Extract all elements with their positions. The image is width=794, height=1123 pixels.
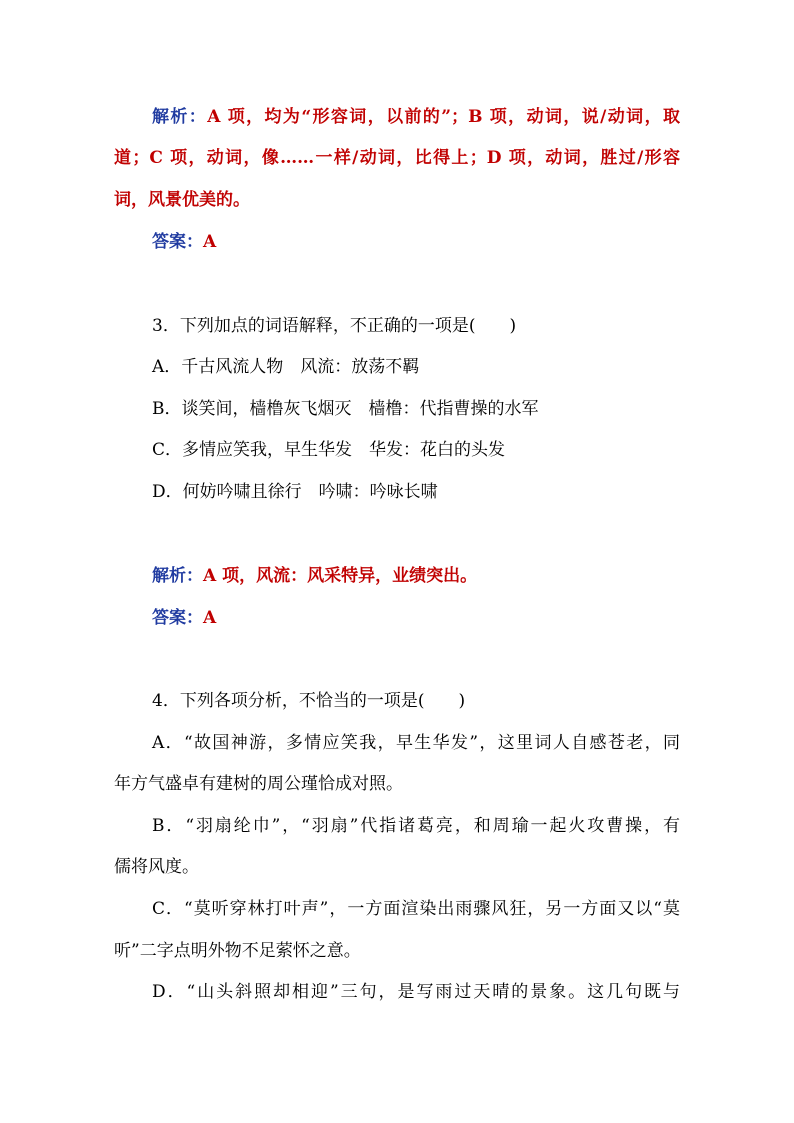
q3-option-a-text: A．千古风流人物 (152, 357, 284, 377)
q3-option-c-note: 华发：花白的头发 (369, 440, 506, 460)
q4-option-a-line-1: A．“故国神游，多情应笑我，早生华发”，这里词人自感苍老，同 (152, 733, 680, 753)
q3-analysis-text: A 项，风流：风采特异，业绩突出。 (203, 566, 478, 586)
q3-option-c-text: C．多情应笑我，早生华发 (152, 440, 353, 460)
q4-option-c-line-1: C．“莫听穿林打叶声”，一方面渲染出雨骤风狂，另一方面又以“莫 (152, 899, 680, 919)
q3-option-a-note: 风流：放荡不羁 (300, 357, 420, 377)
q3-answer (152, 603, 680, 633)
q3-option-d (152, 477, 680, 507)
q3-option-d-text: D．何妨吟啸且徐行 (152, 482, 302, 502)
q2-answer-label: 答案： (152, 232, 203, 252)
q2-analysis-line-2: 道；C 项，动词，像……一样/动词，比得上；D 项，动词，胜过/形容 (114, 148, 680, 168)
q2-analysis-line-1 (152, 102, 680, 132)
q4-stem: 4．下列各项分析，不恰当的一项是( ) (152, 691, 466, 711)
q4-option-b-line-2: 儒将风度。 (114, 857, 199, 877)
q3-option-a (152, 352, 680, 382)
q4-option-b-line-1: B．“羽扇纶巾”，“羽扇”代指诸葛亮，和周瑜一起火攻曹操，有 (152, 816, 680, 836)
q3-option-d-note: 吟啸：吟咏长啸 (318, 482, 438, 502)
q3-analysis (152, 561, 680, 591)
q2-answer (152, 227, 680, 257)
q2-analysis-line-3: 词，风景优美的。 (114, 190, 250, 210)
q4-option-d-line-1: D．“山头斜照却相迎”三句，是写雨过天晴的景象。这几句既与 (152, 982, 680, 1002)
q3-answer-label: 答案： (152, 608, 203, 628)
q3-option-b (152, 394, 680, 424)
q3-option-c (152, 435, 680, 465)
q4-option-a-line-2: 年方气盛卓有建树的周公瑾恰成对照。 (114, 774, 403, 794)
q3-answer-value: A (203, 608, 217, 628)
q2-analysis-text-1: A 项，均为“形容词，以前的”；B 项，动词，说/动词，取 (207, 107, 680, 127)
q3-stem: 3．下列加点的词语解释，不正确的一项是( ) (152, 316, 517, 336)
q3-option-b-note: 樯橹：代指曹操的水军 (368, 399, 539, 419)
q3-analysis-label: 解析： (152, 566, 203, 586)
q4-option-c-line-2: 听”二字点明外物不足萦怀之意。 (114, 941, 361, 961)
q2-analysis-label: 解析： (152, 107, 208, 127)
q2-answer-value: A (203, 232, 217, 252)
q3-option-b-text: B．谈笑间，樯橹灰飞烟灭 (152, 399, 352, 419)
